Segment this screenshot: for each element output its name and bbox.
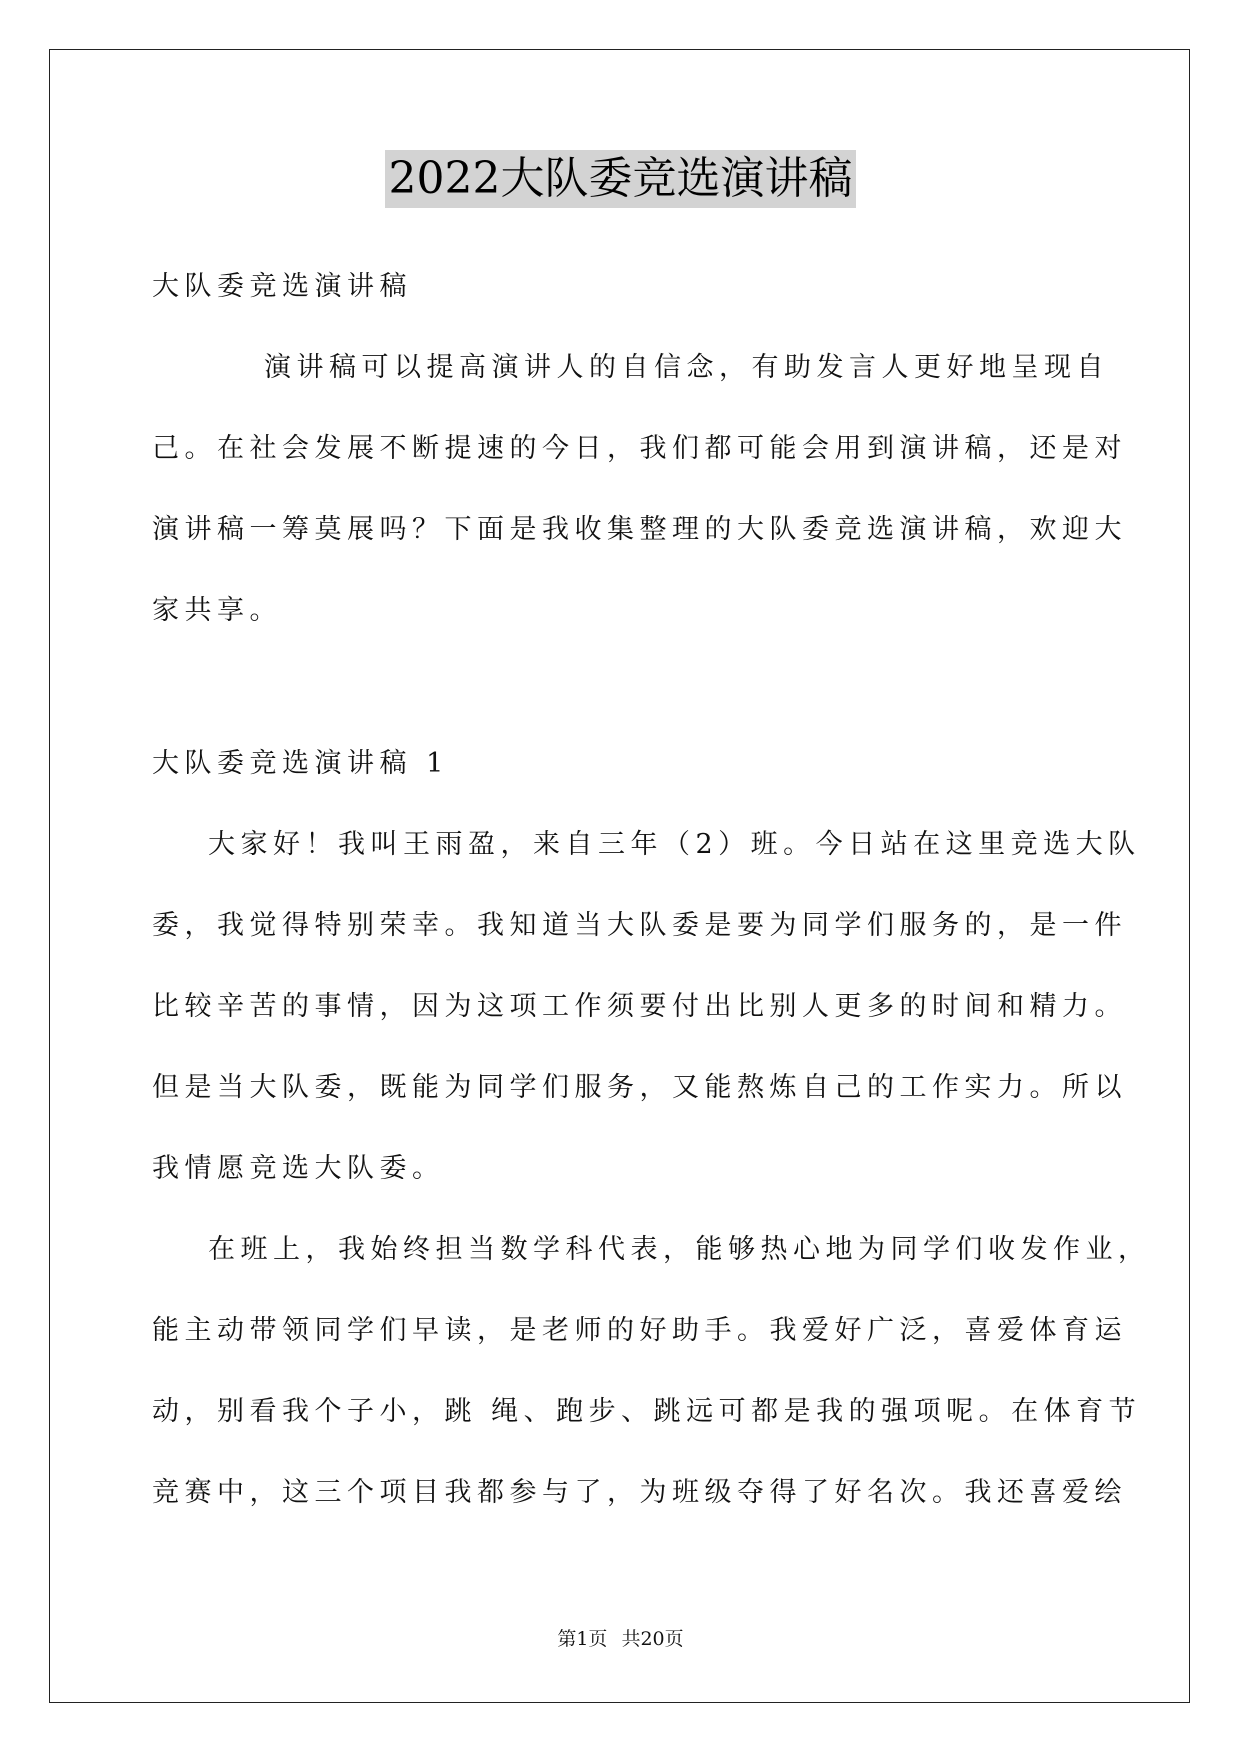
section-heading: 大队委竞选演讲稿 1	[152, 748, 449, 779]
page-total: 共20页	[621, 1628, 684, 1650]
paragraph-line: 动，别看我个子小，跳 绳、跑步、跳远可都是我的强项呢。在体育节	[152, 1396, 1142, 1427]
document-subtitle: 大队委竞选演讲稿	[152, 271, 412, 302]
paragraph-line: 竞赛中，这三个项目我都参与了，为班级夺得了好名次。我还喜爱绘	[152, 1477, 1127, 1508]
paragraph-line: 在班上，我始终担当数学科代表，能够热心地为同学们收发作业，	[208, 1234, 1151, 1265]
document-body	[152, 257, 1151, 1544]
title-container	[0, 150, 1241, 208]
paragraph-line: 比较辛苦的事情，因为这项工作须要付出比别人更多的时间和精力。	[152, 991, 1127, 1022]
intro-line: 家共享。	[152, 595, 282, 626]
paragraph-line: 能主动带领同学们早读，是老师的好助手。我爱好广泛，喜爱体育运	[152, 1315, 1127, 1346]
document-title: 2022大队委竞选演讲稿	[385, 150, 857, 208]
intro-line: 演讲稿可以提高演讲人的自信念，有助发言人更好地呈现自	[264, 352, 1109, 383]
paragraph-line: 委，我觉得特别荣幸。我知道当大队委是要为同学们服务的，是一件	[152, 910, 1127, 941]
paragraph-line: 大家好！我叫王雨盈，来自三年（2）班。今日站在这里竞选大队	[208, 829, 1141, 860]
intro-line: 演讲稿一筹莫展吗？下面是我收集整理的大队委竞选演讲稿，欢迎大	[152, 514, 1127, 545]
paragraph-line: 但是当大队委，既能为同学们服务，又能熬炼自己的工作实力。所以	[152, 1072, 1127, 1103]
paragraph-line: 我情愿竞选大队委。	[152, 1153, 445, 1184]
page-number: 第1页	[557, 1628, 608, 1650]
intro-line: 己。在社会发展不断提速的今日，我们都可能会用到演讲稿，还是对	[152, 433, 1127, 464]
page-footer	[0, 1624, 1241, 1651]
section-spacer	[152, 662, 1092, 734]
